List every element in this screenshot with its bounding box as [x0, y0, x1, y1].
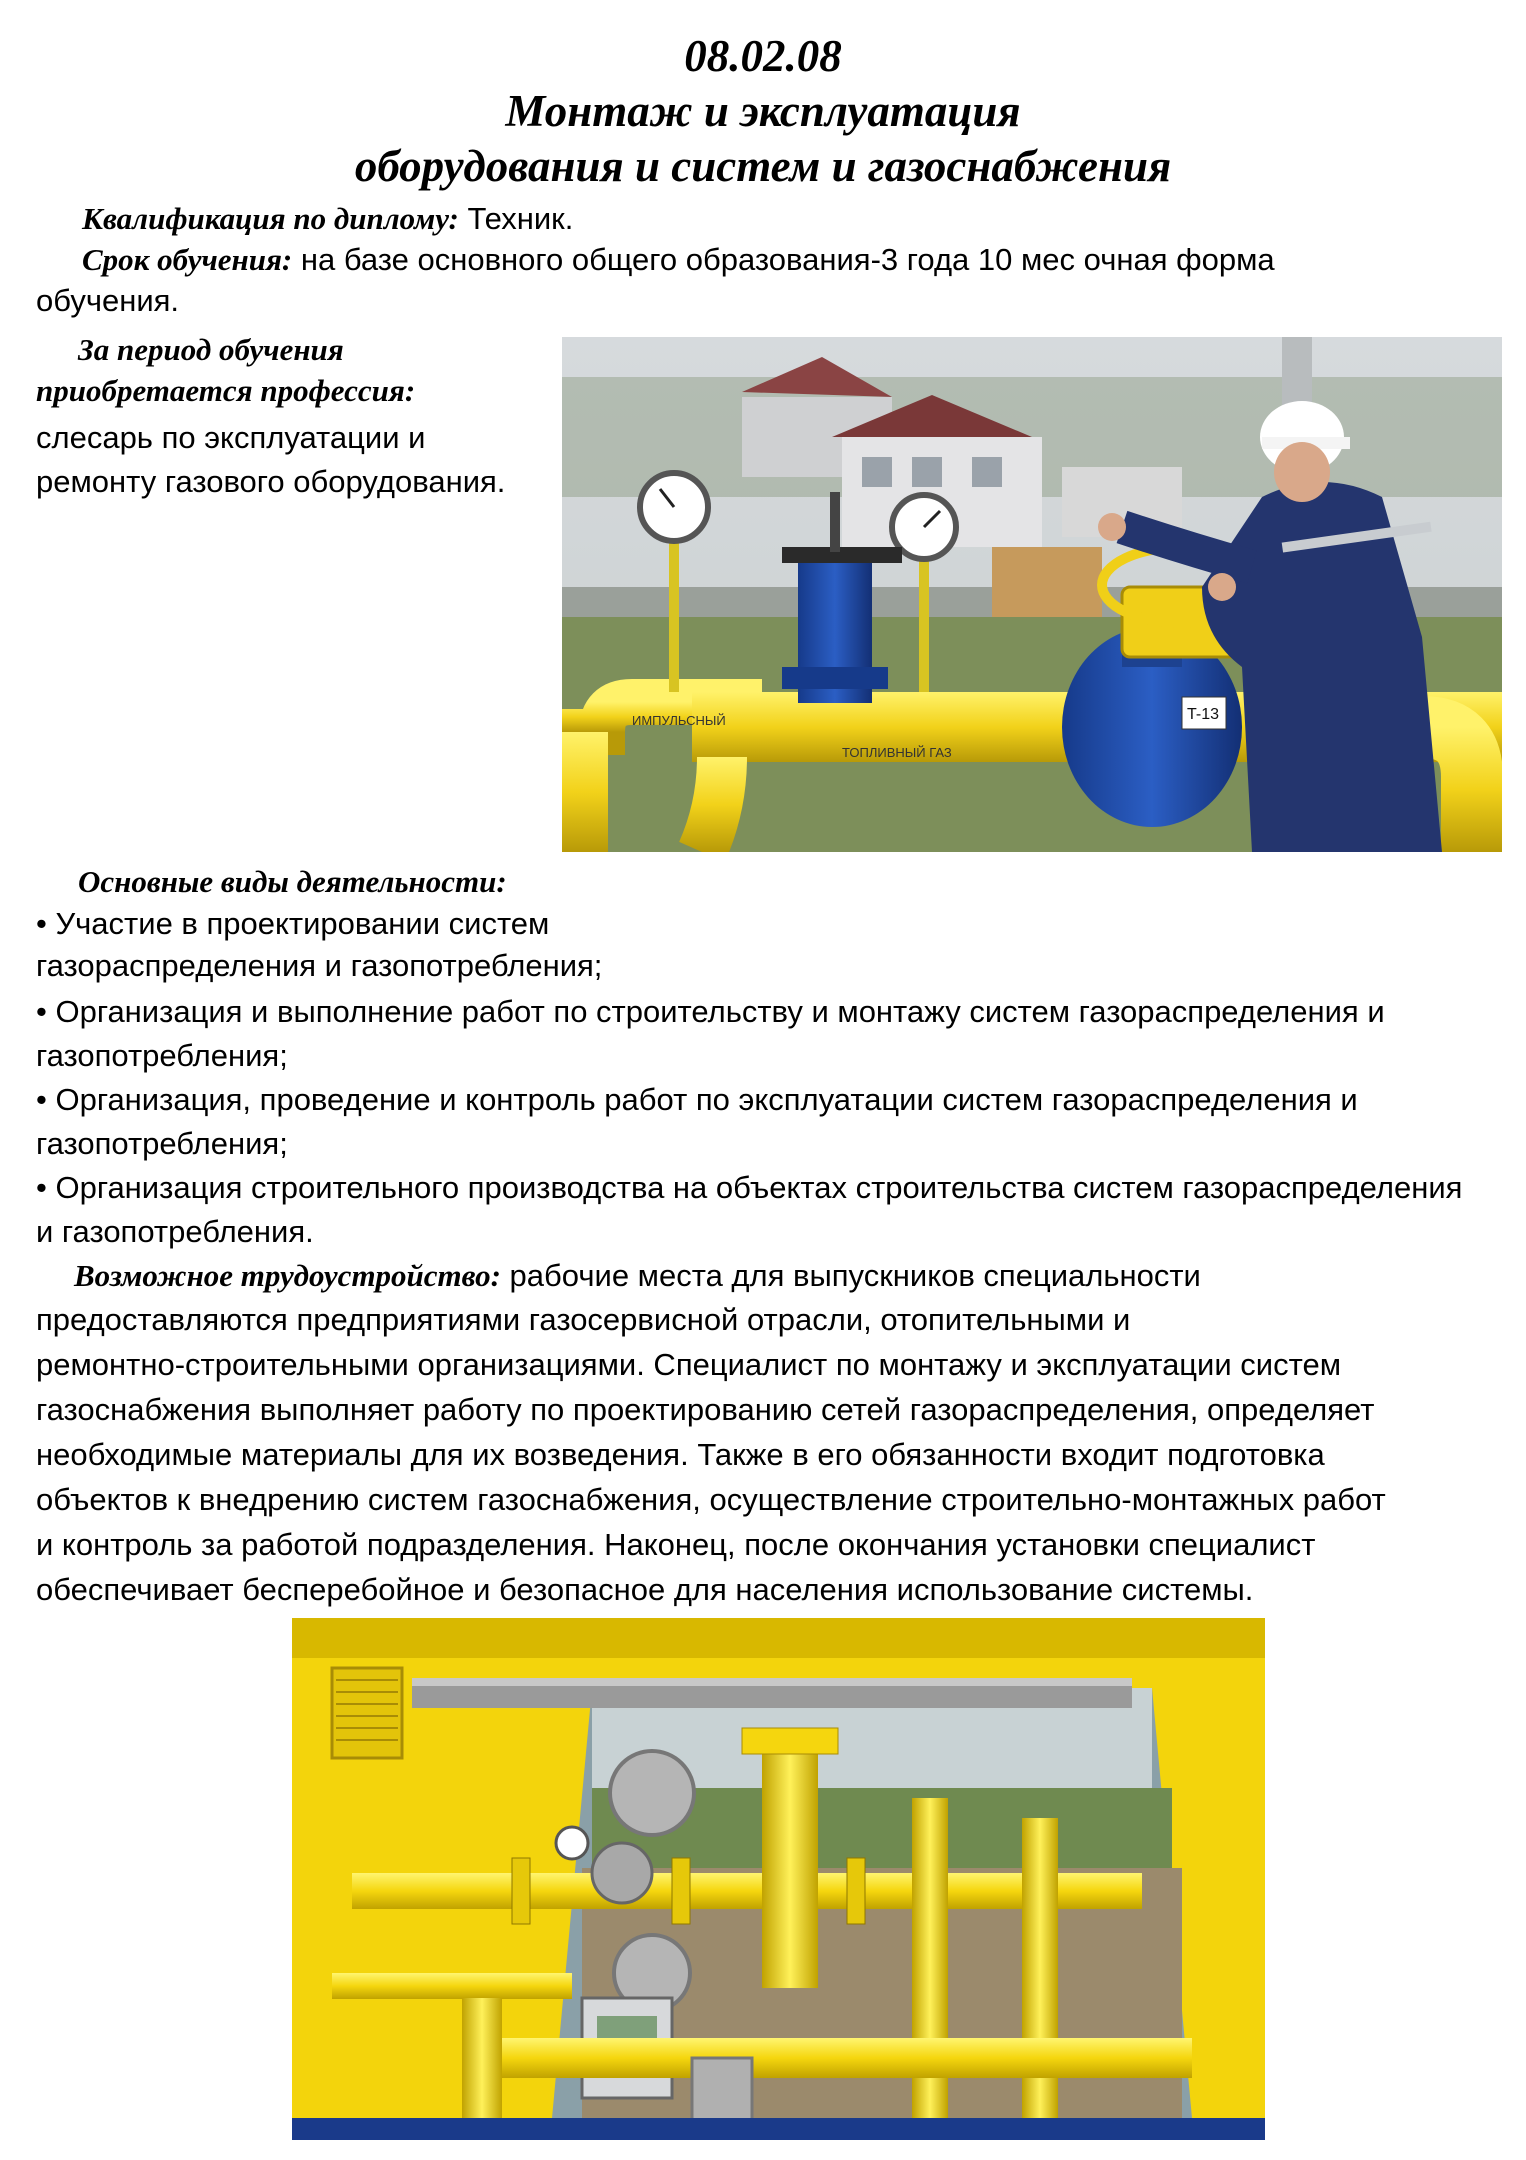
- profession-label-2: приобретается профессия:: [36, 373, 416, 408]
- employment-first-line: [74, 1256, 1201, 1296]
- employment-label: Возможное трудоустройство:: [74, 1258, 501, 1293]
- gas-station-photo: [292, 1618, 1265, 2140]
- document-code: 08.02.08: [684, 31, 842, 81]
- qualification-value: Техник.: [458, 201, 574, 236]
- pipe-label-fuel: ТОПЛИВНЫЙ ГАЗ: [842, 745, 952, 760]
- qualification-line: [82, 199, 573, 239]
- employment-line-4: необходимые материалы для их возведения. Также в его обязанности входит подготовка: [36, 1437, 1325, 1472]
- profession-label-1: За период обучения: [78, 332, 344, 367]
- title-line-1: Монтаж и эксплуатация: [505, 86, 1021, 136]
- activity-line-5: • Организация, проведение и контроль работ по эксплуатации систем газораспределения и: [36, 1082, 1358, 1117]
- employment-line-1: предоставляются предприятиями газосервисной отрасли, отопительными и: [36, 1302, 1131, 1337]
- worker-valve-photo: [562, 337, 1502, 852]
- duration-line: [82, 240, 1275, 280]
- employment-line-5: объектов к внедрению систем газоснабжения, осуществление строительно-монтажных работ: [36, 1482, 1386, 1517]
- employment-line-6: и контроль за работой подразделения. Наконец, после окончания установки специалист: [36, 1527, 1316, 1562]
- employment-line-7: обеспечивает бесперебойное и безопасное для населения использование системы.: [36, 1572, 1254, 1607]
- activity-line-3: • Организация и выполнение работ по строительству и монтажу систем газораспределения и: [36, 994, 1385, 1029]
- activity-line-4: газопотребления;: [36, 1038, 288, 1073]
- profession-value-1: слесарь по эксплуатации и: [36, 420, 426, 455]
- activity-line-6: газопотребления;: [36, 1126, 288, 1161]
- profession-value-2: ремонту газового оборудования.: [36, 464, 506, 499]
- employment-line-2: ремонтно-строительными организациями. Специалист по монтажу и эксплуатации систем: [36, 1347, 1342, 1382]
- activity-line-1: • Участие в проектировании систем: [36, 906, 550, 941]
- title-line-2: оборудования и систем и газоснабжения: [354, 141, 1172, 191]
- duration-value-cont: обучения.: [36, 283, 180, 318]
- employment-text-start: рабочие места для выпускников специальности: [500, 1258, 1201, 1293]
- qualification-label: Квалификация по диплому:: [82, 201, 459, 236]
- duration-label: Срок обучения:: [82, 242, 293, 277]
- employment-line-3: газоснабжения выполняет работу по проектированию сетей газораспределения, определяет: [36, 1392, 1375, 1427]
- duration-value: на базе основного общего образования-3 года 10 мес очная форма: [292, 242, 1275, 277]
- activity-line-7: • Организация строительного производства на объектах строительства систем газораспределения: [36, 1170, 1463, 1205]
- activities-heading: Основные виды деятельности:: [78, 864, 507, 899]
- pipe-label-impulse: ИМПУЛЬСНЫЙ: [632, 713, 726, 728]
- activity-line-8: и газопотребления.: [36, 1214, 314, 1249]
- activity-line-2: газораспределения и газопотребления;: [36, 948, 603, 983]
- ticket-sign: T-13: [1187, 706, 1220, 723]
